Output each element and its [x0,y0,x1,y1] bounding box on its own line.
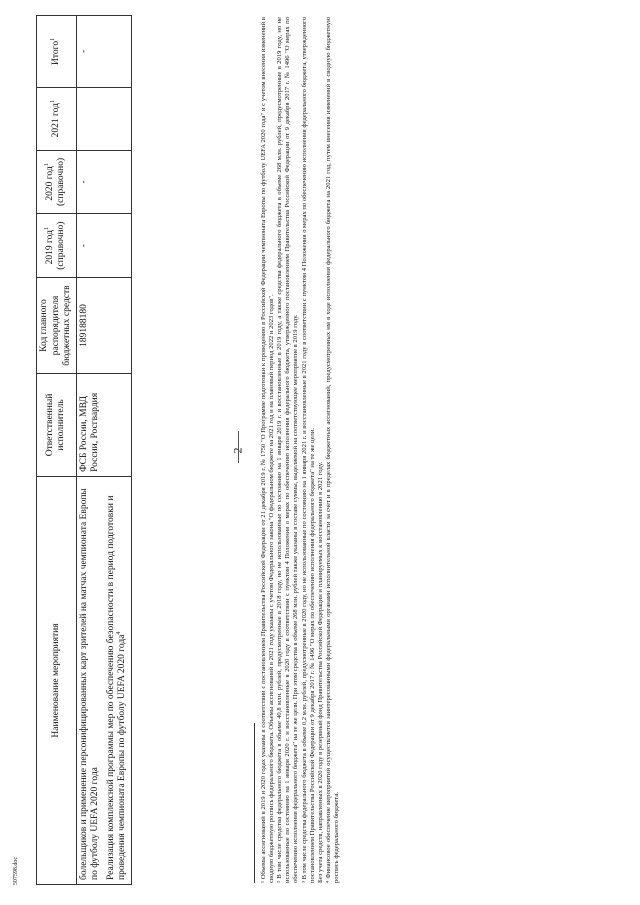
header-total-sup: 1 [49,37,56,41]
header-2019 [37,214,77,278]
row-2021-cell [76,87,131,150]
footnote-2: ² В том числе средства федерального бюджета в объеме 40,8 млн. рублей, предусмотренные в 2018 году, но не использованные по состоянию на 1 января 2019 г. и восстановленные в 2019 году, а также средства федерального бюджета в объеме 268 млн. рублей, предусмотренные в 2019 году, но не использованные по состоянию на 1 января 2020 г. и восстановленные в 2020 году в соответствии с пунктом 4 Положения о мерах по обеспечению исполнения федерального бюджета, утвержденного постановлением Правительства Российской Федерации от 9 декабря 2017 г. № 1496 "О мерах по обеспечению исполнения федерального бюджета" на те же цели. При этом средства в объеме 268 млн. рублей также указаны в составе суммы, выделяемой на соответствующее мероприятие в 2019 году. [276,17,300,883]
table-header-row [37,16,77,885]
page-number: 2 [230,447,245,454]
continued-activity-text: болельщиков и применение персонифицированных карт зрителей на матчах чемпионата Европы по футболу UEFA 2020 года [78,488,101,880]
header-2020 [37,150,77,214]
header-2019-sup: 1 [43,226,50,231]
header-total-label: Итого [50,40,61,65]
footnote-1: ¹ Объемы ассигнований в 2019 и 2020 годах указаны в соответствии с постановлением Правительства Российской Федерации от 21 декабря 2019 г. № 1750 "О Программе подготовки к проведению в Российской Федерации чемпионата Европы по футболу UEFA 2020 года" и с учетом внесения изменений в сводную бюджетную роспись федерального бюджета. Объемы ассигнований в 2021 году указаны с учетом Федерального закона "О федеральном бюджете на 2021 год и на плановый период 2022 и 2023 годов". [260,17,276,883]
footnotes [260,17,341,883]
header-2021-sup: 1 [49,99,56,104]
header-name: Наименование мероприятия [37,476,77,884]
header-2019-note: (справочно) [56,221,67,270]
header-total [37,16,77,88]
activity-name: Реализация комплексной программы мер по обеспечению безопасности в период подготовки и проведения чемпионата Европы по футболу UEFA 2020 года [105,495,128,880]
header-2020-note: (справочно) [56,157,67,206]
header-2019-label: 2019 год [44,230,55,265]
row-2020-cell: - [76,150,131,214]
center-mark-line [238,431,239,463]
header-2020-label: 2020 год [44,166,55,201]
footnote-3: ³ В том числе средства федерального бюджета в объеме 0,2 млн. рублей, предусмотренные в 2020 году, но не использованные по состоянию на 1 января 2021 г. и восстановленные в 2021 году в соответствии с пунктом 4 Положения о мерах по обеспечению исполнения федерального бюджета, утвержденного постановлением Правительства Российской Федерации от 9 декабря 2017 г. № 1496 "О мерах по обеспечению исполнения федерального бюджета" на те же цели. [300,17,316,883]
row-executor-cell: ФСБ России, МВД России, Росгвардия [76,374,131,477]
header-code: Код главного распорядителя бюджетных средств [37,278,77,374]
activity-footnote-mark: 4 [116,631,123,635]
document-code: 507598.doc [13,856,19,886]
table-row [76,16,131,885]
footnote-3-continued: Без учета средств, направленных в 2020 году в резервный фонд Правительства Российской Федерации и планируемых к восстановлению в 2021 году. [316,461,324,883]
row-code-cell: 189188180 [76,278,131,374]
footnote-separator [254,723,255,883]
row-2019-cell: - [76,214,131,278]
row-total-cell: - [76,16,131,88]
row-name-cell [76,476,131,884]
budget-table [36,15,132,885]
header-2021-label: 2021 год [50,103,61,138]
header-2020-sup: 1 [43,163,50,167]
header-2021 [37,87,77,150]
footnote-4: ⁴ Финансовое обеспечение мероприятий осуществляется заинтересованными федеральными органами исполнительной власти за счет и в пределах бюджетных ассигнований, предусмотренных им в ходе исполнения федерального бюджета на 2021 год, путем внесения изменений в сводную бюджетную роспись федерального бюджета. [324,17,340,883]
header-executor: Ответственный исполнитель [37,374,77,477]
